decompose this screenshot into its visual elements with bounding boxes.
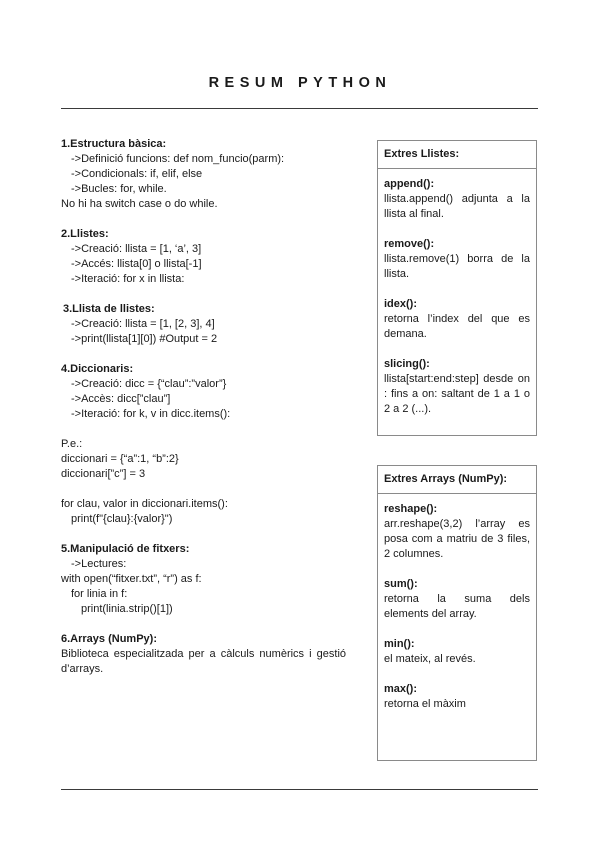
text-line: ->Creació: dicc = {“clau”:”valor”} — [71, 378, 227, 390]
entry-desc: retorna l’index del que es demana. — [384, 313, 530, 340]
section-heading: 3.Llista de llistes: — [63, 303, 155, 315]
box-entry — [384, 637, 530, 667]
page-title: RESUM PYTHON — [208, 75, 392, 91]
entry-desc: el mateix, al revés. — [384, 653, 476, 665]
text-line: ->Bucles: for, while. — [71, 183, 167, 195]
text-line: ->print(llista[1][0]) #Output = 2 — [71, 333, 218, 345]
entry-key: remove(): — [384, 238, 435, 250]
text-line: ->Creació: llista = [1, [2, 3], 4] — [71, 318, 215, 330]
text-line: for clau, valor in diccionari.items(): — [61, 498, 228, 510]
entry-desc: retorna el màxim — [384, 698, 466, 710]
box-entry — [384, 177, 530, 222]
section-heading: 5.Manipulació de fitxers: — [61, 543, 190, 555]
section-heading: 2.Llistes: — [61, 228, 109, 240]
entry-key: reshape(): — [384, 503, 438, 515]
text-line: ->Accés: llista[0] o llista[-1] — [71, 258, 202, 270]
text-line: for linia in f: — [71, 588, 128, 600]
text-line: ->Condicionals: if, elif, else — [71, 168, 203, 180]
text-line: print(f"{clau}:{valor}") — [71, 513, 173, 525]
text-line: P.e.: — [61, 438, 83, 450]
top-divider — [61, 108, 538, 109]
box-entry — [384, 237, 530, 282]
section-basic-structure — [61, 137, 346, 212]
section-heading: 6.Arrays (NumPy): — [61, 633, 157, 645]
text-line: ->Creació: llista = [1, ‘a’, 3] — [71, 243, 202, 255]
paragraph: Biblioteca especialitzada per a càlculs numèrics i gestió d’arrays. — [61, 648, 346, 675]
entry-key: slicing(): — [384, 358, 430, 370]
text-line: ->Iteració: for k, v in dicc.items(): — [71, 408, 231, 420]
box-entry — [384, 297, 530, 342]
entry-desc: llista.remove(1) borra de la llista. — [384, 253, 530, 280]
text-line: ->Iteració: for x in llista: — [71, 273, 185, 285]
section-heading: 4.Diccionaris: — [61, 363, 134, 375]
text-line: No hi ha switch case o do while. — [61, 198, 218, 210]
bottom-divider — [61, 789, 538, 790]
entry-desc: llista[start:end:step] desde on : fins a on: saltant de 1 a 1 o 2 a 2 (...). — [384, 373, 530, 415]
box-title: Extres Arrays (NumPy): — [378, 466, 536, 494]
section-list-of-lists — [61, 302, 346, 347]
entry-desc: arr.reshape(3,2) l’array es posa com a matriu de 3 files, 2 columnes. — [384, 518, 530, 560]
section-arrays — [61, 632, 346, 677]
section-heading: 1.Estructura bàsica: — [61, 138, 167, 150]
text-line: with open(“fitxer.txt”, “r”) as f: — [61, 573, 202, 585]
entry-key: max(): — [384, 683, 418, 695]
entry-key: append(): — [384, 178, 435, 190]
entry-key: min(): — [384, 638, 415, 650]
entry-desc: retorna la suma dels elements del array. — [384, 593, 530, 620]
box-entry — [384, 682, 530, 712]
extres-arrays-box — [377, 465, 537, 761]
main-column — [61, 137, 346, 692]
box-entry — [384, 357, 530, 417]
text-line: ->Definició funcions: def nom_funcio(parm): — [71, 153, 285, 165]
text-line: diccionari[”c”] = 3 — [61, 468, 146, 480]
extres-llistes-box — [377, 140, 537, 436]
section-lists — [61, 227, 346, 287]
box-title: Extres Llistes: — [378, 141, 536, 169]
section-dictionaries — [61, 362, 346, 527]
text-line: print(linia.strip()[1]) — [81, 603, 173, 615]
section-files — [61, 542, 346, 617]
text-line: diccionari = {“a”:1, “b”:2} — [61, 453, 179, 465]
text-line: ->Accès: dicc[”clau”] — [71, 393, 171, 405]
box-entry — [384, 577, 530, 622]
text-line: ->Lectures: — [71, 558, 127, 570]
entry-desc: llista.append() adjunta a la llista al final. — [384, 193, 530, 220]
box-entry — [384, 502, 530, 562]
entry-key: sum(): — [384, 578, 418, 590]
entry-key: idex(): — [384, 298, 417, 310]
